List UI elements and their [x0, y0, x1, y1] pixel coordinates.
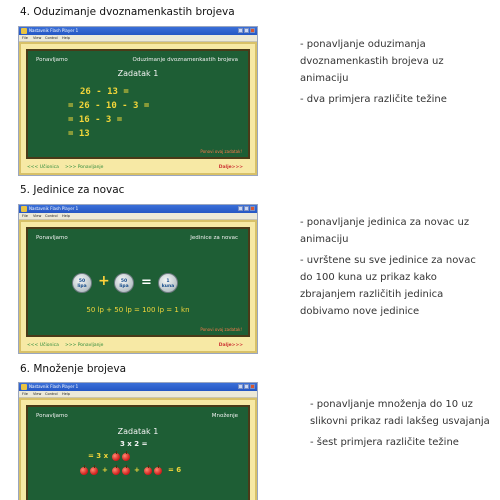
plus-sign: +: [102, 466, 108, 474]
menu-bar: [19, 391, 257, 398]
lesson-frame: [19, 398, 257, 500]
close-icon[interactable]: [250, 206, 255, 211]
menu-control[interactable]: Control: [45, 392, 58, 396]
close-icon[interactable]: [250, 384, 255, 389]
mult-expression: 3 x 2 =: [120, 440, 148, 448]
app-window: [18, 382, 258, 500]
apple-icon: [154, 467, 162, 475]
board-header-right: Jedinice za novac: [190, 235, 238, 241]
math-line: = 13: [68, 129, 90, 139]
coin-50-lipa: [72, 273, 92, 293]
plus-sign: +: [98, 273, 110, 289]
apple-icon: [112, 453, 120, 461]
apple-icon: [144, 467, 152, 475]
bullet-item: - uvrštene su sve jedinice za novac do 100 kuna uz prikaz kako zbrajanjem različitih jedinica dobivamo nove jedinice: [300, 255, 476, 317]
window-title-bar[interactable]: [19, 205, 257, 213]
lesson-frame: [19, 42, 257, 175]
window-title: Nastavnik Flash Player 1: [29, 384, 79, 389]
bullet-item: - dva primjera različite težine: [300, 94, 447, 105]
menu-help[interactable]: Help: [62, 392, 70, 396]
equals-sign: =: [141, 275, 152, 290]
window-title-bar[interactable]: [19, 383, 257, 391]
section-title: 4. Oduzimanje dvoznamenkastih brojeva: [20, 6, 235, 18]
maximize-icon[interactable]: [244, 384, 249, 389]
menu-help[interactable]: Help: [62, 214, 70, 218]
section-description: [300, 36, 490, 112]
coin-1-kuna: [158, 273, 178, 293]
app-icon: [21, 206, 27, 212]
board-header-left: Ponavljamo: [36, 57, 68, 63]
coin-unit: lipa: [77, 284, 87, 289]
nav-next-link[interactable]: Dalje>>>: [218, 343, 243, 348]
coin-50-lipa: [114, 273, 134, 293]
apple-icon: [112, 467, 120, 475]
coin-unit: lipa: [119, 284, 129, 289]
chalkboard: [26, 227, 250, 337]
lesson-frame: [19, 220, 257, 353]
board-header-right: Množenje: [211, 413, 238, 419]
math-line: = 26 - 10 - 3 =: [68, 101, 150, 111]
section-title: 5. Jedinice za novac: [20, 184, 125, 196]
minimize-icon[interactable]: [238, 206, 243, 211]
section-description: [300, 214, 490, 324]
maximize-icon[interactable]: [244, 206, 249, 211]
menu-file[interactable]: File: [22, 214, 28, 218]
board-header-left: Ponavljamo: [36, 413, 68, 419]
minimize-icon[interactable]: [238, 384, 243, 389]
window-title: Nastavnik Flash Player 1: [29, 28, 79, 33]
menu-control[interactable]: Control: [45, 36, 58, 40]
coin-value: 1: [166, 279, 170, 284]
repeat-task-link[interactable]: Ponovi ovaj zadatak!: [200, 327, 242, 332]
menu-view[interactable]: View: [33, 36, 42, 40]
board-header-left: Ponavljamo: [36, 235, 68, 241]
nav-next-link[interactable]: Dalje>>>: [218, 165, 243, 170]
maximize-icon[interactable]: [244, 28, 249, 33]
section-title: 6. Množenje brojeva: [20, 363, 127, 375]
close-icon[interactable]: [250, 28, 255, 33]
bullet-item: - ponavljanje oduzimanja dvoznamenkastih brojeva uz animaciju: [300, 39, 444, 84]
nav-classroom-link[interactable]: <<< Učionica: [27, 343, 59, 348]
menu-file[interactable]: File: [22, 392, 28, 396]
menu-file[interactable]: File: [22, 36, 28, 40]
plus-sign: +: [134, 466, 140, 474]
nav-classroom-link[interactable]: <<< Učionica: [27, 165, 59, 170]
task-title: Zadatak 1: [117, 427, 159, 436]
menu-control[interactable]: Control: [45, 214, 58, 218]
menu-bar: [19, 35, 257, 42]
window-title: Nastavnik Flash Player 1: [29, 206, 79, 211]
board-header-right: Oduzimanje dvoznamenkastih brojeva: [132, 57, 238, 63]
bullet-item: - ponavljanje jedinica za novac uz animaciju: [300, 217, 470, 245]
mult-result: = 6: [168, 466, 182, 474]
app-window: [18, 204, 258, 354]
chalkboard: [26, 405, 250, 500]
window-title-bar[interactable]: [19, 27, 257, 35]
apple-icon: [122, 467, 130, 475]
apple-icon: [80, 467, 88, 475]
math-line: = 16 - 3 =: [68, 115, 123, 125]
coin-equation: 50 lp + 50 lp = 100 lp = 1 kn: [86, 306, 190, 314]
coin-value: 50: [120, 279, 128, 284]
minimize-icon[interactable]: [238, 28, 243, 33]
apple-icon: [90, 467, 98, 475]
coin-unit: kuna: [161, 284, 175, 289]
menu-view[interactable]: View: [33, 214, 42, 218]
repeat-task-link[interactable]: Ponovi ovaj zadatak!: [200, 149, 242, 154]
app-icon: [21, 384, 27, 390]
app-icon: [21, 28, 27, 34]
mult-eq-prefix: = 3 x: [88, 452, 109, 460]
menu-bar: [19, 213, 257, 220]
nav-review-link[interactable]: >>> Ponavljanje: [65, 165, 104, 170]
menu-view[interactable]: View: [33, 392, 42, 396]
nav-review-link[interactable]: >>> Ponavljanje: [65, 343, 104, 348]
bullet-item: - šest primjera različite težine: [310, 437, 459, 448]
app-window: [18, 26, 258, 176]
coin-value: 50: [78, 279, 86, 284]
math-line: 26 - 13 =: [80, 87, 129, 97]
menu-help[interactable]: Help: [62, 36, 70, 40]
bullet-item: - ponavljanje množenja do 10 uz slikovni prikaz radi lakšeg usvajanja: [310, 399, 490, 427]
chalkboard: [26, 49, 250, 159]
task-title: Zadatak 1: [117, 69, 159, 78]
section-description: [310, 396, 500, 455]
apple-icon: [122, 453, 130, 461]
